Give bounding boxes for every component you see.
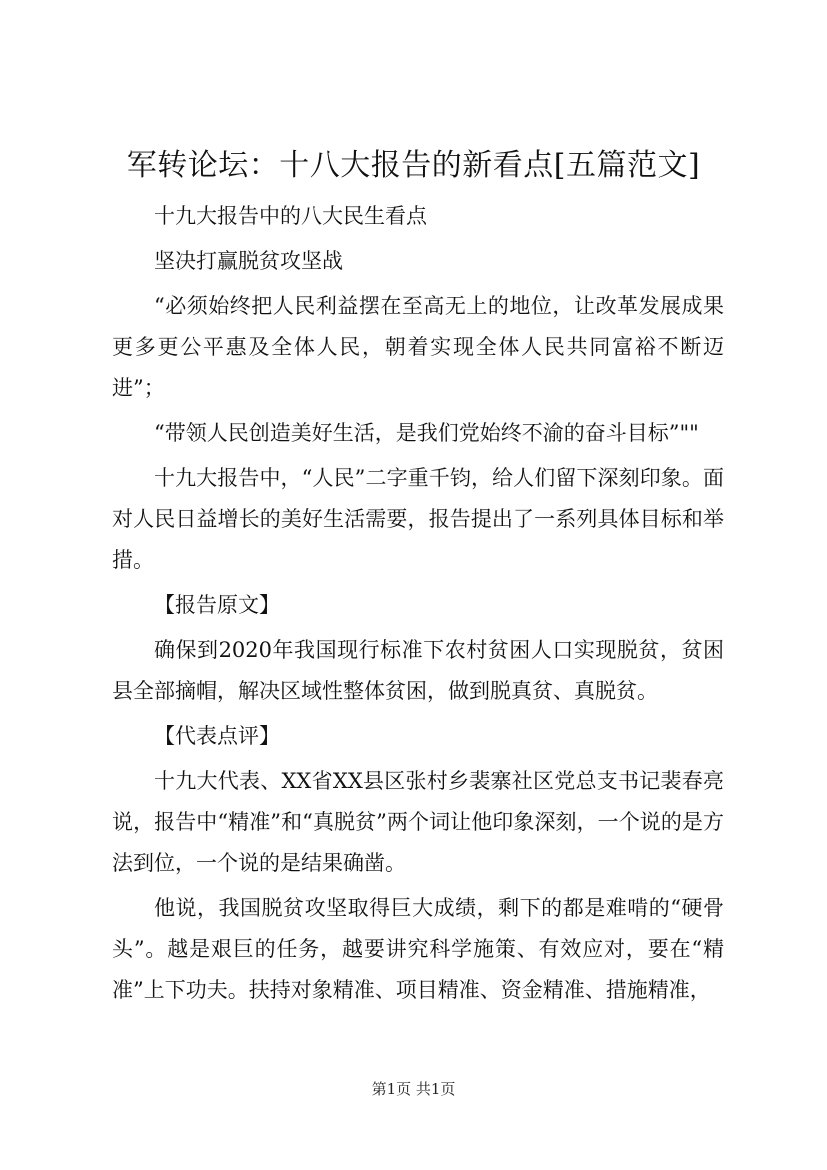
document-title: 军转论坛：十八大报告的新看点[五篇范文] <box>126 148 701 183</box>
paragraph-comment-1: 十九大代表、XX省XX县区张村乡裴寨社区党总支书记裴春亮说，报告中“精准”和“真脱贫”两个词让他印象深刻，一个说的是方法到位，一个说的是结果确凿。 <box>112 769 724 875</box>
page-footer: 第1页 共1页 <box>371 1080 456 1098</box>
paragraph-subtitle: 十九大报告中的八大民生看点 <box>154 204 427 228</box>
paragraph-intro: 十九大报告中，“人民”二字重千钧，给人们留下深刻印象。面对人民日益增长的美好生活需要，报告提出了一系列具体目标和举措。 <box>112 466 724 572</box>
paragraph-comment-2: 他说，我国脱贫攻坚取得巨大成绩，剩下的都是难啃的“硬骨头”。越是艰巨的任务，越要讲究科学施策、有效应对，要在“精准”上下功夫。扶持对象精准、项目精准、资金精准、措施精准， <box>112 896 724 1002</box>
document-body <box>112 196 724 1015</box>
paragraph-report-text: 确保到2020年我国现行标准下农村贫困人口实现脱贫，贫困县全部摘帽，解决区域性整体贫困，做到脱真贫、真脱贫。 <box>112 638 724 703</box>
paragraph-quote-1: “必须始终把人民利益摆在至高无上的地位，让改革发展成果更多更公平惠及全体人民，朝着实现全体人民共同富裕不断迈进”； <box>112 294 724 400</box>
section-label-report: 【报告原文】 <box>154 593 280 617</box>
paragraph-heading: 坚决打赢脱贫攻坚战 <box>154 249 343 273</box>
paragraph-quote-2: “带领人民创造美好生活，是我们党始终不渝的奋斗目标”"" <box>154 421 699 445</box>
section-label-comment: 【代表点评】 <box>154 724 280 748</box>
